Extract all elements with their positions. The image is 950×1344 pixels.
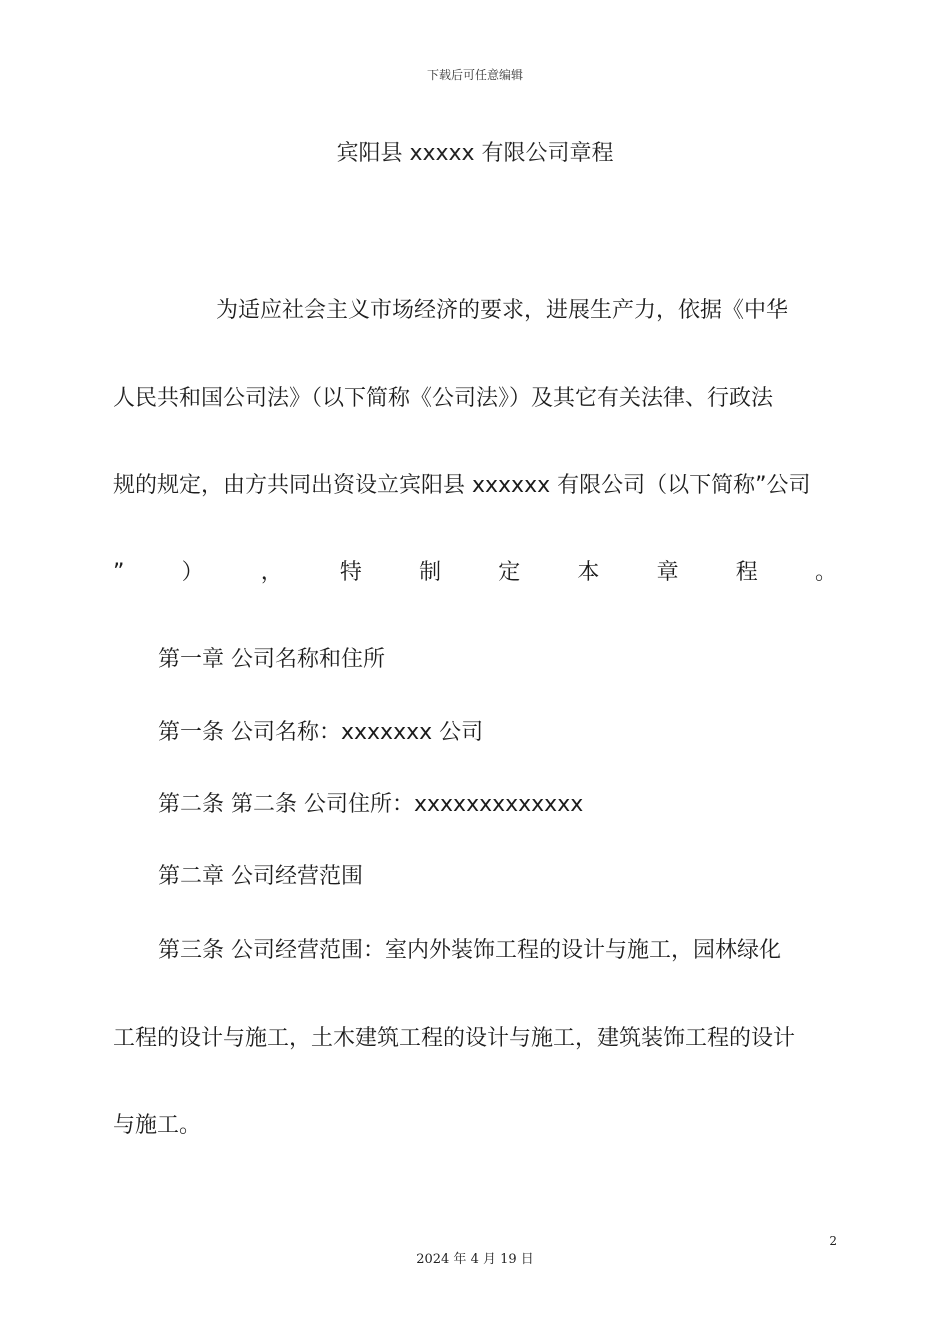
preamble-line-1: 为适应社会主义市场经济的要求，进展生产力，依据《中华: [216, 298, 789, 323]
page-number: 2: [829, 1234, 837, 1248]
preamble-char: 程: [735, 560, 758, 585]
document-title: 宾阳县 xxxxx 有限公司章程: [336, 141, 614, 166]
preamble-line-3: 规的规定，由方共同出资设立宾阳县 xxxxxx 有限公司（以下简称”公司: [113, 473, 811, 498]
preamble-char: 本: [577, 560, 600, 585]
preamble-char: 定: [498, 560, 521, 585]
article-3-line-2: 工程的设计与施工，土木建筑工程的设计与施工，建筑装饰工程的设计: [113, 1026, 796, 1051]
article-3-line-3: 与施工。: [113, 1113, 202, 1138]
chapter-1-heading: 第一章 公司名称和住所: [158, 647, 385, 672]
article-2: 第二条 第二条 公司住所：xxxxxxxxxxxxx: [158, 792, 584, 817]
chapter-2-heading: 第二章 公司经营范围: [158, 864, 363, 889]
preamble-line-4: [113, 558, 837, 588]
footer-date: 2024 年 4 月 19 日: [416, 1252, 534, 1267]
preamble-char: 制: [419, 560, 442, 585]
preamble-char: 章: [656, 560, 679, 585]
preamble-char: ，: [260, 560, 283, 585]
article-1: 第一条 公司名称：xxxxxxx 公司: [158, 720, 484, 745]
preamble-char: ”: [113, 560, 125, 585]
header-note: 下载后可任意编辑: [426, 68, 523, 82]
preamble-char: ）: [181, 560, 204, 585]
article-3-line-1: 第三条 公司经营范围：室内外装饰工程的设计与施工，园林绿化: [158, 938, 781, 963]
preamble-char: 。: [814, 560, 837, 585]
preamble-char: 特: [339, 560, 362, 585]
preamble-line-2: 人民共和国公司法》（以下简称《公司法》）及其它有关法律、行政法: [113, 386, 774, 411]
